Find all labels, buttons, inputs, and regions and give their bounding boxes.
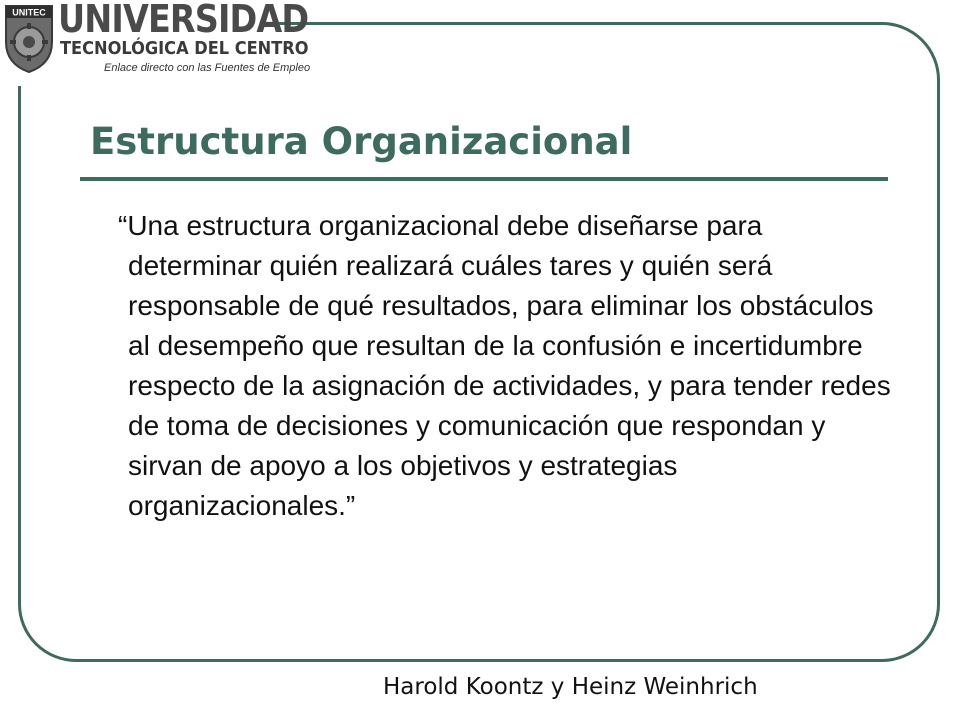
logo-university-name: UNIVERSIDAD bbox=[58, 0, 309, 41]
logo-university-subname: TECNOLÓGICA DEL CENTRO bbox=[60, 38, 309, 59]
slide-title: Estructura Organizacional bbox=[90, 120, 633, 163]
logo-badge-text: UNITEC bbox=[12, 7, 46, 18]
logo-tagline: Enlace directo con las Fuentes de Empleo bbox=[104, 62, 311, 74]
quote-author: Harold Koontz y Heinz Weinhrich bbox=[383, 674, 758, 700]
title-underline bbox=[80, 177, 888, 181]
university-logo bbox=[0, 0, 311, 86]
quote-text: “Una estructura organizacional debe diseñarse para determinar quién realizará cuáles tares y quién será responsable de qué resultados, para eliminar los obstáculos al desempeño que resultan de la confusión e incertidumbre respecto de la asignación de actividades, y para tender redes de toma de decisiones y comunicación que respondan y sirvan de apoyo a los objetivos y estrategias organizacionales.” bbox=[118, 210, 891, 521]
gear-badge-icon bbox=[2, 2, 56, 74]
